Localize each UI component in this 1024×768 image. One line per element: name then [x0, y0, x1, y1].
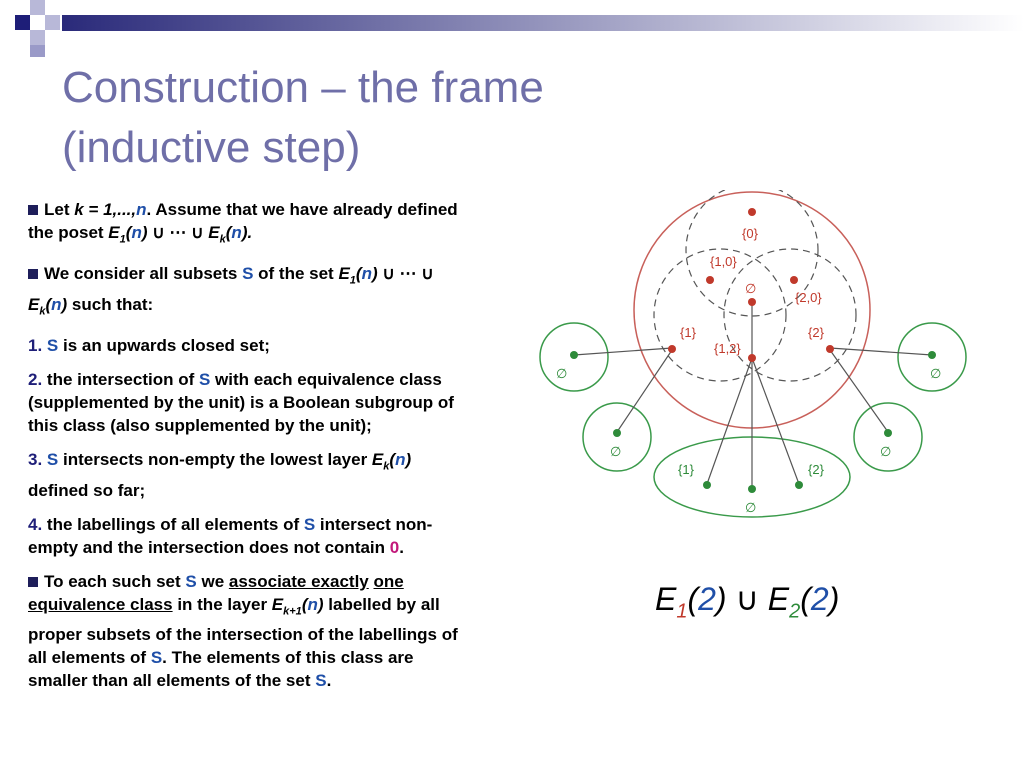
condition-2: 2. the intersection of S with each equivalence class (supplemented by the unit) is a Boolean subgroup of this class (also supplemented by the unit);	[28, 370, 454, 436]
label-bottom-2: {2}	[808, 462, 824, 477]
label-1: {1}	[680, 325, 696, 340]
bullet-icon	[28, 577, 38, 587]
label-bottom-empty: ∅	[745, 500, 757, 515]
bullet-icon	[28, 269, 38, 279]
label-empty-left-mid: ∅	[610, 444, 622, 459]
union-formula: $E_1(2)$ ∪ $E_2(2)$	[655, 581, 840, 623]
condition-4: 4. the labellings of all elements of S intersect non-empty and the intersection does not contain 0.	[28, 514, 433, 557]
paragraph-3: To each such set S we associate exactly one equivalence class in the layer $E_{k+1}(n)$ labelled by all proper subsets of the intersection of the labellings of all elements of S. The elements of this class are smaller than all elements of the set S.	[28, 571, 458, 690]
label-empty-red: ∅	[745, 281, 757, 296]
label-2: {2}	[808, 325, 824, 340]
paragraph-1: Let k = 1,...,n. Assume that we have already defined the poset $E_1(n)$ ∪ ⋯ ∪ $E_k(n)$.	[28, 200, 458, 246]
connecting-lines	[574, 302, 932, 488]
title-line-1: Construction – the frame	[62, 63, 544, 112]
paragraph-2: We consider all subsets S of the set $E_1(n)$ ∪ ⋯ ∪ $E_k(n)$ such that:	[28, 264, 434, 318]
slide-body	[28, 198, 468, 703]
condition-1: 1. S is an upwards closed set;	[28, 336, 270, 356]
label-empty-right-mid: ∅	[880, 444, 892, 459]
label-empty-right-top: ∅	[930, 366, 942, 381]
poset-diagram	[530, 190, 970, 530]
bullet-icon	[28, 205, 38, 215]
label-2-0: {2,0}	[795, 290, 822, 305]
title-line-2: (inductive step)	[62, 123, 361, 172]
slide-title	[62, 58, 682, 178]
label-bottom-1: {1}	[678, 462, 694, 477]
condition-3: 3. S intersects non-empty the lowest layer $E_k(n)$ defined so far;	[28, 450, 412, 500]
label-empty-left-top: ∅	[556, 366, 568, 381]
header-decoration	[0, 0, 1024, 60]
label-1-2: {1,2}	[714, 341, 741, 356]
label-0: {0}	[742, 226, 758, 241]
label-1-0: {1,0}	[710, 254, 737, 269]
